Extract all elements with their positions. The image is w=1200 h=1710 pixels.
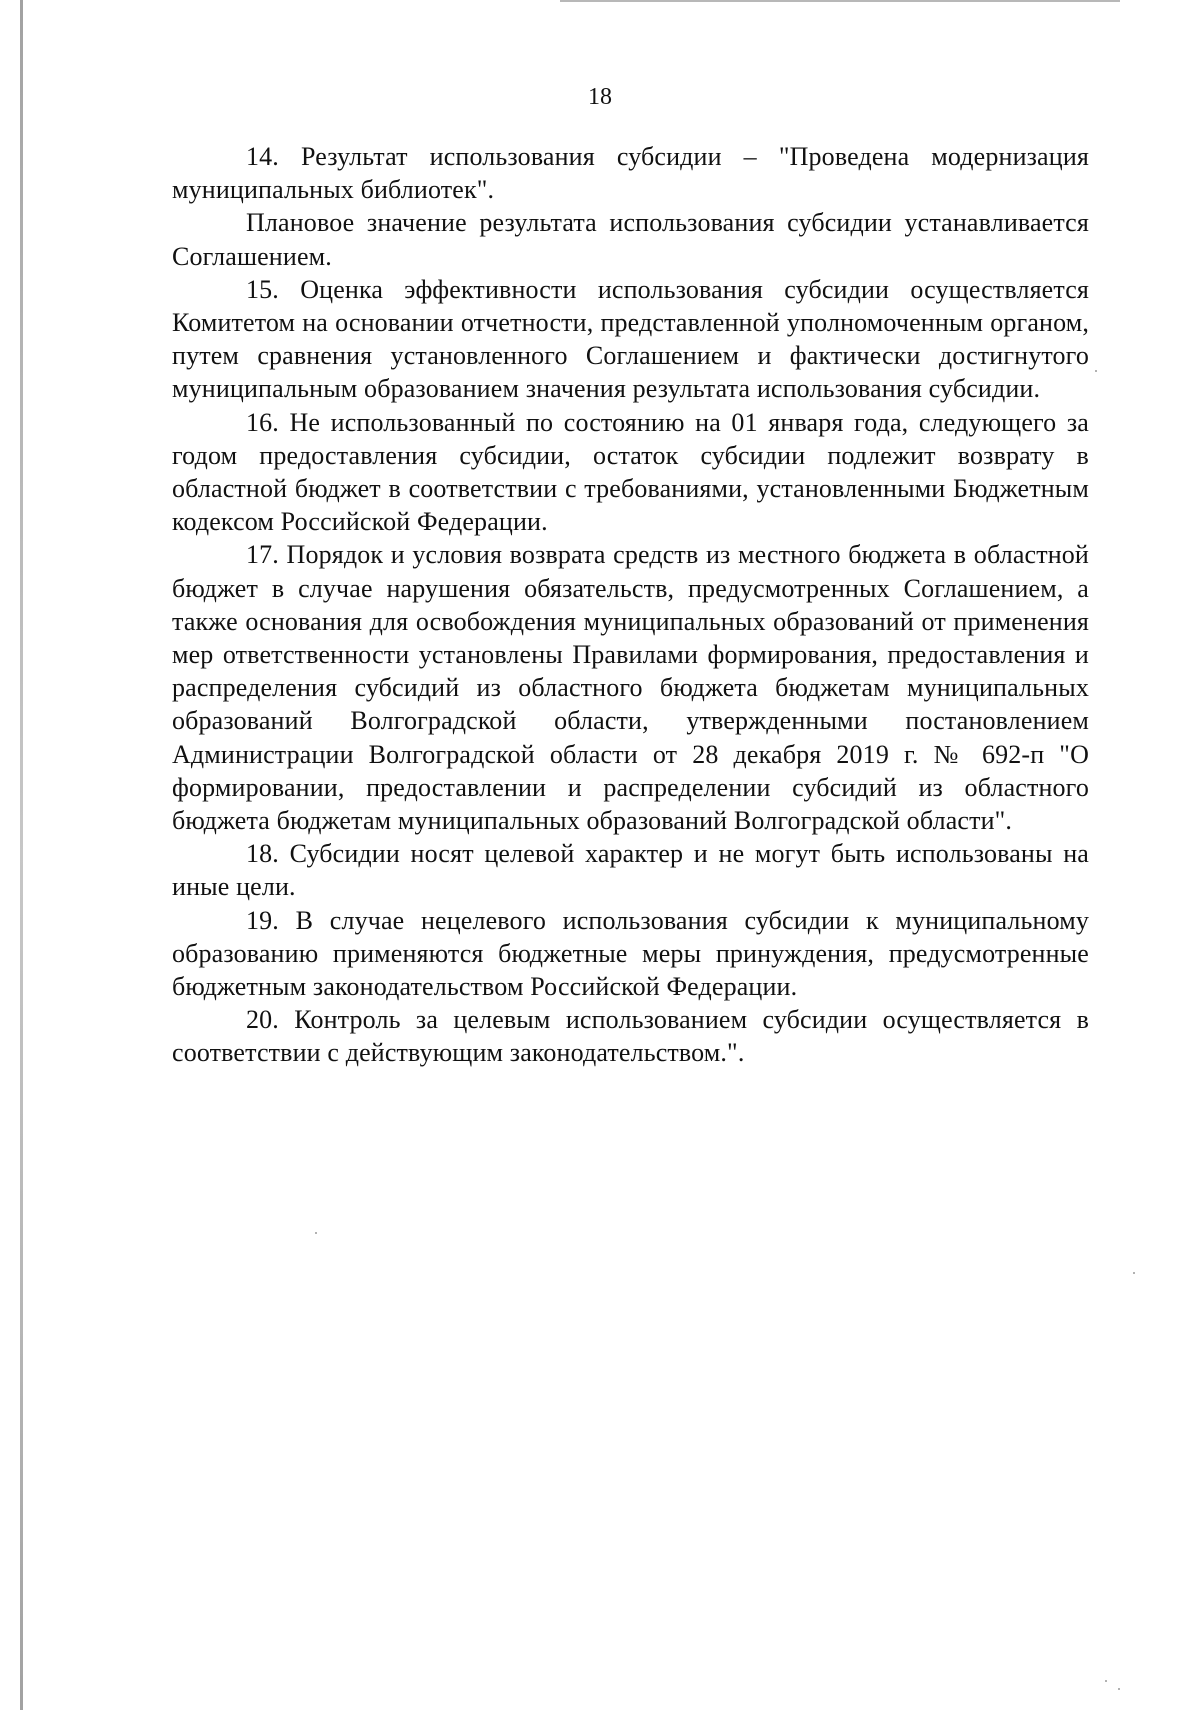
paragraph-20: 20. Контроль за целевым использованием субсидии осуществляется в соответствии с действующим законодательством.". xyxy=(172,1005,1089,1068)
paragraph-16: 16. Не использованный по состоянию на 01 января года, следующего за годом предоставления субсидии, остаток субсидии подлежит возврату в областной бюджет в соответствии с требованиями, установленными Бюджетным кодексом Российской Федерации. xyxy=(172,407,1089,537)
scan-edge-left xyxy=(20,0,23,1710)
scan-edge-top xyxy=(560,0,1120,2)
scan-speck xyxy=(315,1232,317,1234)
paragraph-19: 19. В случае нецелевого использования субсидии к муниципальному образованию применяются бюджетные меры принуждения, предусмотренные бюджетным законодательством Российской Федерации. xyxy=(172,905,1089,1002)
document-body xyxy=(172,140,1089,1070)
scan-speck xyxy=(1105,1680,1107,1682)
paragraph-18: 18. Субсидии носят целевой характер и не могут быть использованы на иные цели. xyxy=(172,839,1089,902)
paragraph-15: 15. Оценка эффективности использования субсидии осуществляется Комитетом на основании отчетности, представленной уполномоченным органом, путем сравнения установленного Соглашением и фактически достигнутого муниципальным образованием значения результата использования субсидии. xyxy=(172,274,1089,404)
scan-speck xyxy=(1133,1272,1135,1274)
scan-speck xyxy=(1095,370,1097,372)
paragraph-14: 14. Результат использования субсидии – "Проведена модернизация муниципальных библиотек". xyxy=(172,142,1089,205)
paragraph-17: 17. Порядок и условия возврата средств из местного бюджета в областной бюджет в случае нарушения обязательств, предусмотренных Соглашением, а также основания для освобождения муниципальных образований от применения мер ответственности установлены Правилами формирования, предоставления и распределения субсидий из областного бюджета бюджетам муниципальных образований Волгоградской области, утвержденными постановлением Администрации Волгоградской области от 28 декабря 2019 г. № 692-п "О формировании, предоставлении и распределении субсидий из областного бюджета бюджетам муниципальных образований Волгоградской области". xyxy=(172,540,1089,836)
paragraph-14-planned-value: Плановое значение результата использования субсидии устанавливается Соглашением. xyxy=(172,208,1089,271)
page-number: 18 xyxy=(588,84,612,110)
scan-speck xyxy=(1118,1688,1120,1690)
